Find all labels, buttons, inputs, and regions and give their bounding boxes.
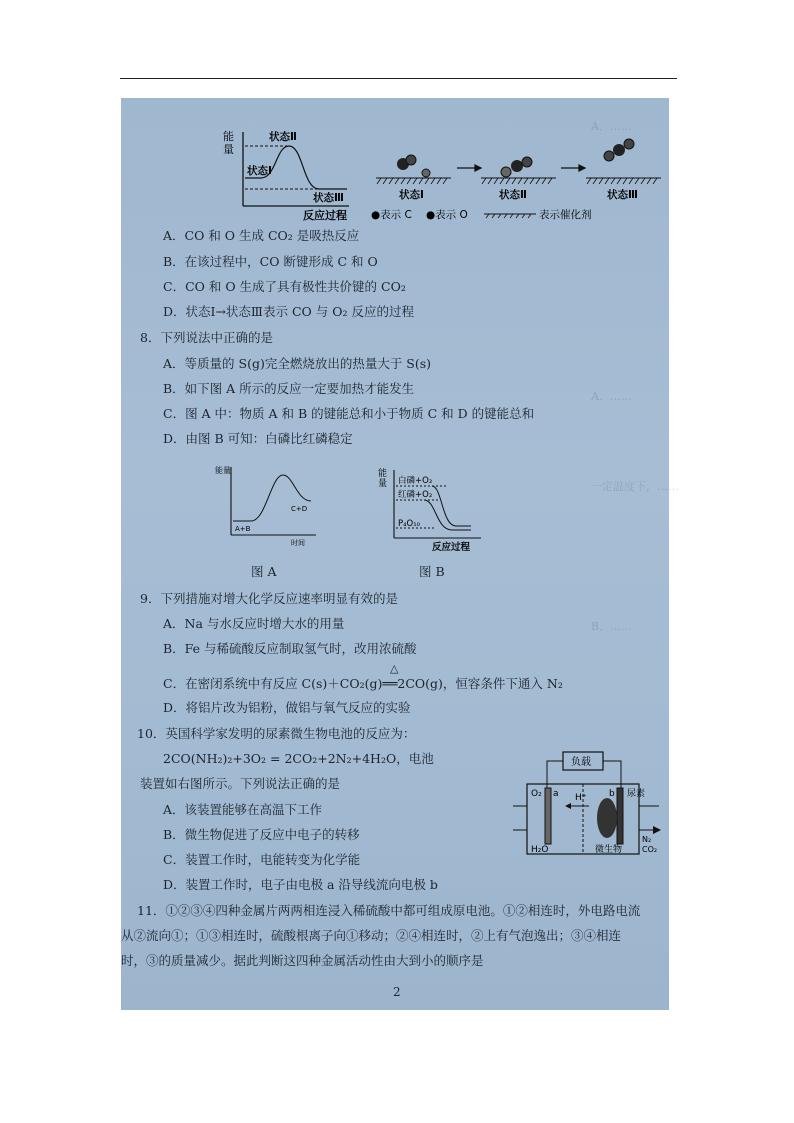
q7-particle-state2: 状态Ⅱ: [499, 189, 527, 201]
q10-option-d: D．装置工作时，电子由电极 a 沿导线流向电极 b: [163, 877, 438, 892]
q11-line1: 11．①②③④四种金属片两两相连浸入稀硫酸中都可组成原电池。①②相连时，外电路电流: [137, 903, 641, 918]
q7-ylabel-top: 能: [223, 130, 234, 143]
q9-condition-symbol: △: [390, 662, 399, 675]
q7-energy-diagram: [221, 126, 351, 221]
q10-n2-label: N₂: [642, 835, 652, 844]
q10-electrode-b: b: [609, 789, 615, 799]
q10-equation: 2CO(NH₂)₂+3O₂ = 2CO₂+2N₂+4H₂O，电池: [163, 751, 434, 766]
header-rule: [120, 78, 677, 79]
page-number: 2: [393, 985, 401, 999]
q8-figb-caption: 图 B: [419, 564, 445, 579]
q8-option-c: C．图 A 中：物质 A 和 B 的键能总和小于物质 C 和 D 的键能总和: [163, 406, 535, 421]
q10-option-a: A．该装置能够在高温下工作: [163, 802, 323, 817]
q7-option-c: C．CO 和 O 生成了具有极性共价键的 CO₂: [163, 279, 406, 294]
q8-figb-red-p: 红磷+O₂: [398, 490, 433, 500]
q7-legend-catalyst: 表示催化剂: [539, 209, 592, 221]
q7-xlabel: 反应过程: [303, 209, 347, 222]
q7-particle-state3: 状态Ⅲ: [607, 189, 638, 201]
q8-figb-white-p: 白磷+O₂: [398, 476, 433, 486]
q9-option-d: D．将铝片改为铝粉，做铝与氧气反应的实验: [163, 700, 411, 715]
q8-figb-ylabel-bottom: 量: [378, 479, 388, 489]
q11-line3: 时，③的质量减少。据此判断这四种金属活动性由大到小的顺序是: [121, 953, 484, 968]
q10-option-b: B．微生物促进了反应中电子的转移: [163, 827, 360, 842]
q7-option-d: D．状态Ⅰ→状态Ⅲ表示 CO 与 O₂ 反应的过程: [163, 304, 414, 319]
q7-state2-label: 状态Ⅱ: [269, 131, 297, 143]
show-through-text: A．……: [591, 120, 687, 133]
q10-load-label: 负载: [571, 757, 591, 768]
q10-co2-label: CO₂: [642, 845, 658, 854]
q8-option-b: B．如下图 A 所示的反应一定要加热才能发生: [163, 381, 415, 396]
q7-particle-state1: 状态Ⅰ: [399, 189, 424, 201]
exam-page-photo: [121, 98, 687, 1010]
q7-legend-o: ●表示 O: [426, 209, 468, 221]
q7-state1-label: 状态Ⅰ: [247, 165, 272, 177]
q7-state3-label: 状态Ⅲ: [313, 192, 344, 204]
q11-line2: 从②流向①；①③相连时，硫酸根离子向①移动；②④相连时，②上有气泡逸出；③④相连: [121, 928, 622, 943]
q8-option-d: D．由图 B 可知：白磷比红磷稳定: [163, 431, 353, 446]
q10-electrode-a: a: [553, 789, 559, 799]
q10-h2o-label: H₂O: [531, 845, 549, 855]
q10-proton-label: H⁺: [575, 793, 587, 803]
q9-option-b: B．Fe 与稀硫酸反应制取氢气时，改用浓硫酸: [163, 641, 417, 656]
q7-option-b: B．在该过程中，CO 断键形成 C 和 O: [163, 254, 378, 269]
q9-option-c: C．在密闭系统中有反应 C(s)＋CO₂(g)══2CO(g)，恒容条件下通入 N₂: [163, 676, 563, 691]
q8-figa-caption: 图 A: [251, 564, 277, 579]
show-through-text: A．……: [591, 390, 632, 403]
show-through-text: B．……: [591, 620, 633, 633]
q8-stem: 8．下列说法中正确的是: [140, 330, 273, 345]
q10-stem2: 装置如右图所示。下列说法正确的是: [140, 776, 341, 791]
q7-particle-diagram: [371, 128, 671, 223]
q8-figb-product: P₄O₁₀: [398, 519, 421, 529]
q7-legend-c: ●表示 C: [371, 209, 412, 221]
q9-stem: 9．下列措施对增大化学反应速率明显有效的是: [140, 591, 398, 606]
q7-ylabel-bottom: 量: [223, 143, 234, 156]
show-through-text: 一定温度下，……: [591, 480, 679, 493]
q8-figa-reactants: A+B: [235, 525, 251, 533]
q8-figa-xlabel: 时间: [291, 539, 305, 547]
q8-figb-xlabel: 反应过程: [432, 542, 471, 553]
q10-o2-label: O₂: [531, 789, 542, 799]
q8-option-a: A．等质量的 S(g)完全燃烧放出的热量大于 S(s): [163, 356, 432, 371]
q10-option-c: C．装置工作时，电能转变为化学能: [163, 852, 361, 867]
q8-figure-b: [376, 466, 486, 556]
q9-option-a: A．Na 与水反应时增大水的用量: [163, 616, 345, 631]
q10-cell-device: [509, 750, 667, 862]
q8-figure-a: [211, 463, 321, 548]
q10-urea-label: 尿素: [627, 789, 646, 799]
q8-figb-ylabel-top: 能: [378, 469, 388, 479]
q10-stem: 10．英国科学家发明的尿素微生物电池的反应为：: [137, 726, 416, 741]
q10-microbe-label: 微生物: [595, 845, 623, 855]
q8-figa-products: C+D: [291, 505, 308, 513]
q8-figa-ylabel: 能量: [215, 466, 231, 475]
q7-option-a: A．CO 和 O 生成 CO₂ 是吸热反应: [163, 228, 360, 243]
